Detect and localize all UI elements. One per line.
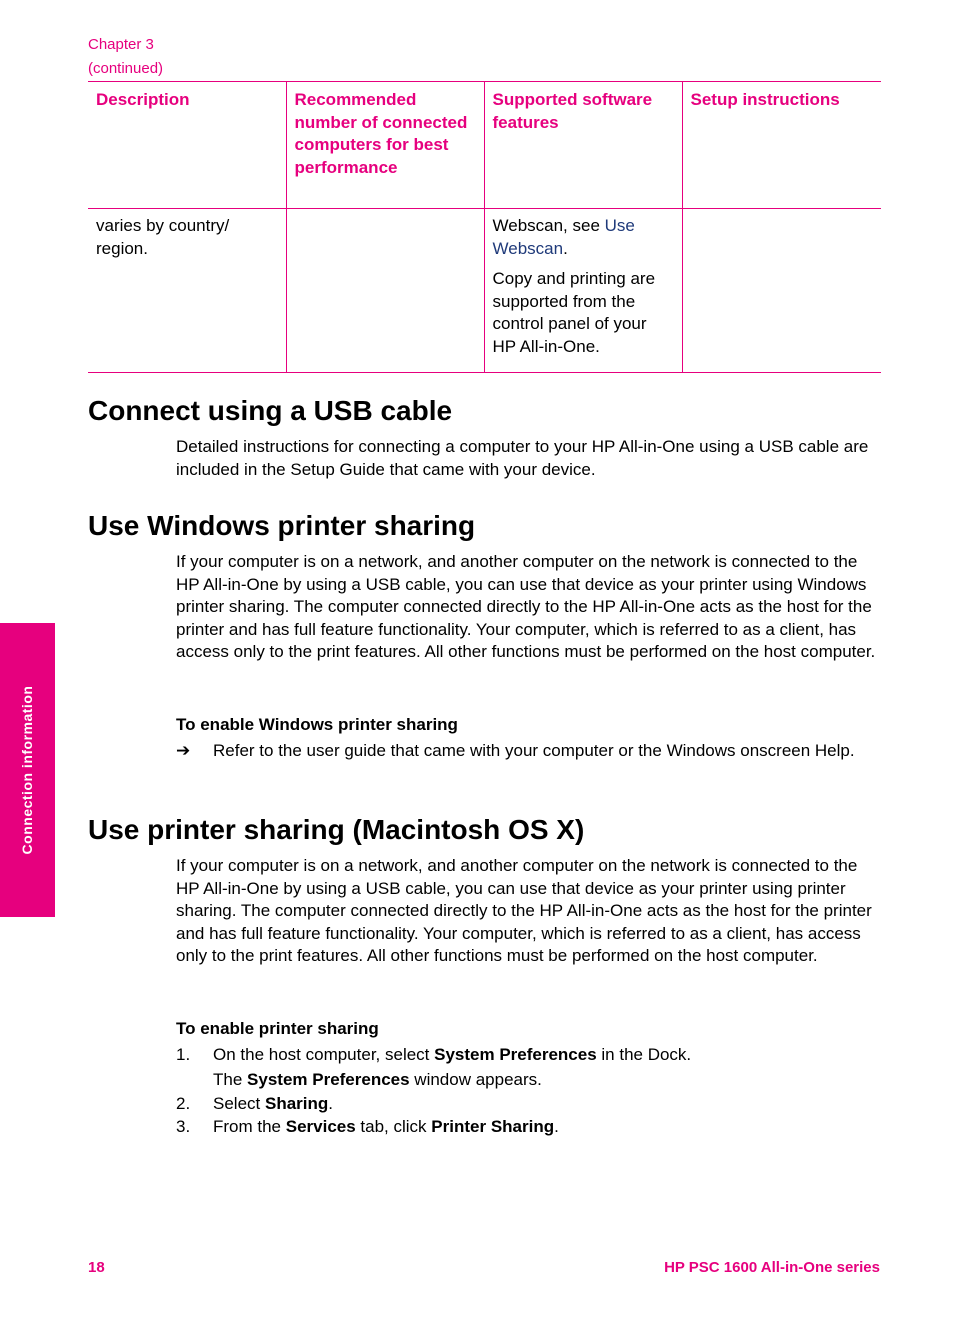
side-tab: [0, 623, 55, 917]
windows-step-text: Refer to the user guide that came with your computer or the Windows onscreen Help.: [213, 741, 855, 760]
step-number: 1.: [176, 1045, 191, 1064]
section-title-windows: Use Windows printer sharing: [88, 510, 476, 541]
column-header-features: Supported software features: [484, 82, 682, 209]
features-webscan-end: .: [563, 238, 568, 258]
step-text: Select: [213, 1094, 265, 1113]
table-row: [88, 209, 881, 373]
step-ui-term: System Preferences: [247, 1070, 410, 1089]
section-body-usb: Detailed instructions for connecting a computer to your HP All-in-One using a USB cable are included in the Setup Guide that came with your device.: [176, 437, 869, 479]
step-text: .: [328, 1094, 334, 1113]
section-body-mac: If your computer is on a network, and another computer on the network is connected to the HP All-in-One by using a USB cable, you can use that device as your printer using printer sharing. The computer connected directly to the HP All-in-One acts as the host for the printer and has full feature functionality. Your computer, which is referred to as a client, has access only to the print features. All other functions must be performed on the host computer.: [176, 856, 872, 965]
section-title-mac: Use printer sharing (Macintosh OS X): [88, 814, 585, 845]
step-text: From the: [213, 1117, 286, 1136]
step-number: 2.: [176, 1094, 191, 1113]
section-body-windows: If your computer is on a network, and another computer on the network is connected to the HP All-in-One by using a USB cable, you can use that device as your printer using Windows printer sharing. The computer connected directly to the HP All-in-One acts as the host for the printer and has full feature functionality. Your computer, which is referred to as a client, has access only to the print features. All other functions must be performed on the host computer.: [176, 552, 876, 661]
cell-description: varies by country/ region.: [96, 216, 230, 258]
arrow-icon: ➔: [176, 741, 191, 760]
cell-setup: [682, 209, 881, 373]
subhead-mac: To enable printer sharing: [176, 1019, 379, 1038]
features-copy-print: Copy and printing are supported from the control panel of your HP All-in-One.: [492, 269, 656, 356]
cell-features: [484, 209, 682, 373]
step-text: in the Dock.: [596, 1045, 692, 1064]
table-header-row: [88, 82, 881, 209]
continued-label: (continued): [88, 60, 164, 77]
connection-table: [88, 81, 881, 373]
step-number: 3.: [176, 1117, 191, 1136]
product-name: HP PSC 1600 All-in-One series: [664, 1259, 880, 1276]
step-text: tab, click: [355, 1117, 432, 1136]
column-header-description: Description: [96, 90, 190, 109]
chapter-label: Chapter 3: [88, 36, 154, 53]
step-ui-term: Sharing: [264, 1094, 329, 1113]
step-text: On the host computer, select: [213, 1045, 435, 1064]
side-tab-label: Connection information: [19, 685, 35, 855]
column-header-recommended: Recommended number of connected computers for best performance: [286, 82, 484, 209]
subhead-windows: To enable Windows printer sharing: [176, 715, 458, 734]
step-ui-term: Printer Sharing: [431, 1117, 555, 1136]
column-header-setup: Setup instructions: [682, 82, 881, 209]
cell-recommended: [286, 209, 484, 373]
step-text: window appears.: [409, 1070, 542, 1089]
step-text: .: [554, 1117, 559, 1136]
step-ui-term: System Preferences: [434, 1045, 597, 1064]
page-number: 18: [88, 1259, 105, 1276]
features-webscan: [493, 215, 674, 260]
section-title-usb: Connect using a USB cable: [88, 395, 453, 426]
use-webscan-link[interactable]: Use Webscan: [492, 216, 635, 258]
step-ui-term: Services: [285, 1117, 356, 1136]
features-webscan-text: Webscan, see: [492, 216, 605, 235]
step-text: The: [213, 1070, 248, 1089]
